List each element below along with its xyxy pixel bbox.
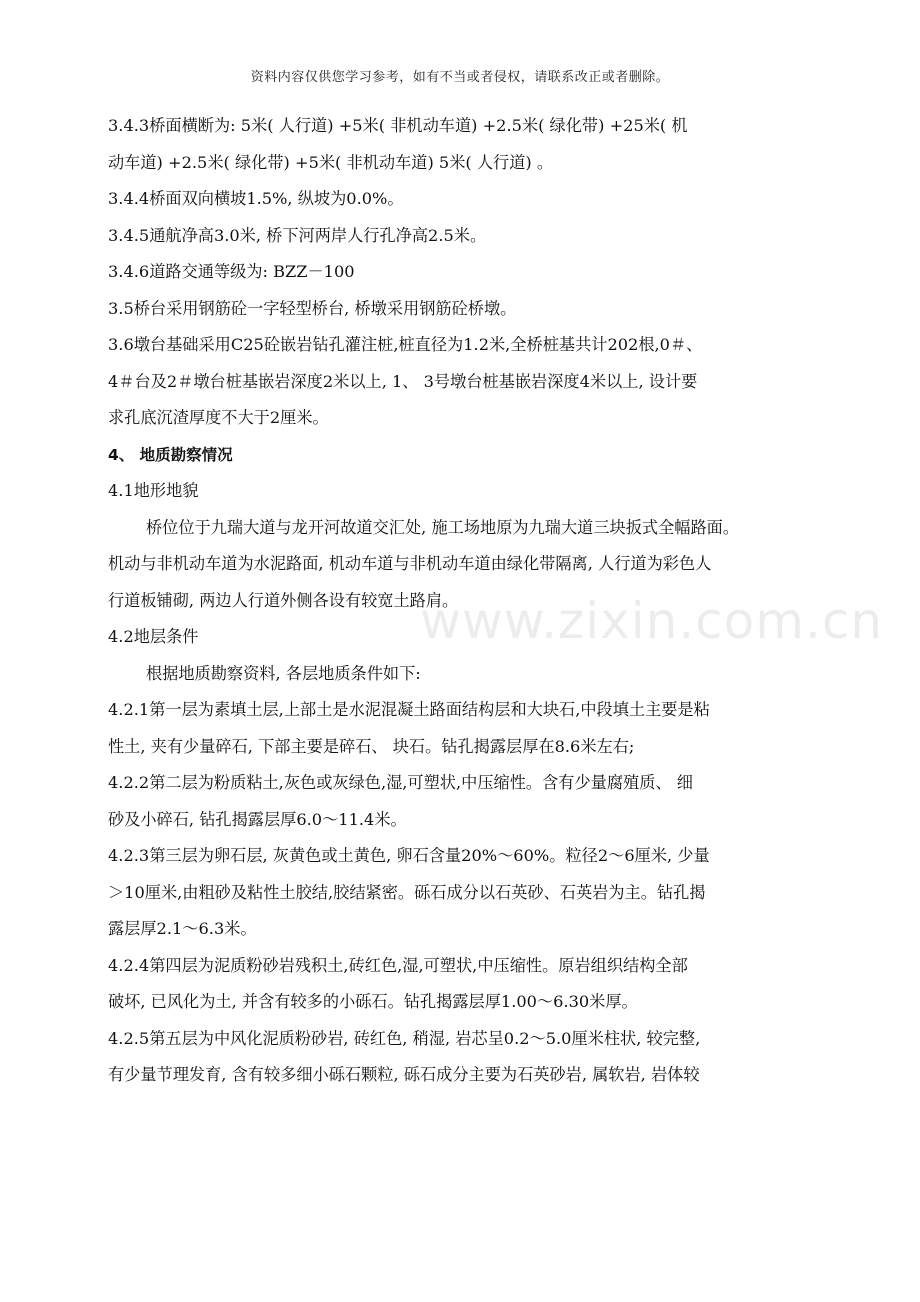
paragraph-line: 4.2.5第五层为中风化泥质粉砂岩, 砖红色, 稍湿, 岩芯呈0.2～5.0厘米柱状, 较完整, bbox=[108, 1028, 701, 1048]
paragraph-line: 3.4.5通航净高3.0米, 桥下河两岸人行孔净高2.5米。 bbox=[108, 225, 487, 245]
document-body bbox=[108, 108, 822, 1094]
paragraph-line: 砂及小碎石, 钻孔揭露层厚6.0～11.4米。 bbox=[108, 809, 407, 829]
paragraph-line: 4.2.3第三层为卵石层, 灰黄色或土黄色, 卵石含量20%～60%。粒径2～6厘米, 少量 bbox=[108, 846, 710, 865]
disclaimer-header: 资料内容仅供您学习参考，如有不当或者侵权，请联系改正或者删除。 bbox=[250, 70, 670, 85]
paragraph-line: 3.4.4桥面双向横坡1.5%, 纵坡为0.0%。 bbox=[108, 189, 404, 208]
paragraph-line: 动车道) +2.5米( 绿化带) +5米( 非机动车道) 5米( 人行道) 。 bbox=[108, 152, 554, 172]
paragraph-line: 性土, 夹有少量碎石, 下部主要是碎石、 块石。钻孔揭露层厚在8.6米左右; bbox=[108, 736, 635, 756]
subsection-heading: 4.2地层条件 bbox=[108, 627, 199, 646]
paragraph-line: 3.6墩台基础采用C25砼嵌岩钻孔灌注桩,桩直径为1.2米,全桥桩基共计202根,0＃、 bbox=[108, 335, 703, 354]
paragraph-line: ＞10厘米,由粗砂及粘性土胶结,胶结紧密。砾石成分以石英砂、石英岩为主。钻孔揭 bbox=[108, 882, 706, 902]
paragraph-line: 4.2.1第一层为素填土层,上部土是水泥混凝土路面结构层和大块石,中段填土主要是粘 bbox=[108, 700, 710, 719]
paragraph-line: 求孔底沉渣厚度不大于2厘米。 bbox=[108, 408, 329, 427]
paragraph-line: 桥位位于九瑞大道与龙开河故道交汇处, 施工场地原为九瑞大道三块扳式全幅路面。 bbox=[146, 517, 740, 537]
paragraph-line: 破坏, 已风化为土, 并含有较多的小砾石。钻孔揭露层厚1.00～6.30米厚。 bbox=[108, 992, 638, 1011]
paragraph-line: 3.4.6道路交通等级为: BZZ－100 bbox=[108, 262, 355, 281]
paragraph-line: 机动与非机动车道为水泥路面, 机动车道与非机动车道由绿化带隔离, 人行道为彩色人 bbox=[108, 554, 712, 573]
section-heading: 4、 地质勘察情况 bbox=[108, 445, 233, 464]
paragraph-line: 4.2.2第二层为粉质粘土,灰色或灰绿色,湿,可塑状,中压缩性。含有少量腐殖质、 细 bbox=[108, 773, 693, 792]
subsection-heading: 4.1地形地貌 bbox=[108, 481, 199, 500]
paragraph-line: 根据地质勘察资料, 各层地质条件如下: bbox=[146, 663, 421, 683]
paragraph-line: 4.2.4第四层为泥质粉砂岩残积土,砖红色,湿,可塑状,中压缩性。原岩组织结构全部 bbox=[108, 955, 688, 975]
paragraph-line: 4＃台及2＃墩台桩基嵌岩深度2米以上, 1、 3号墩台桩基嵌岩深度4米以上, 设计要 bbox=[108, 371, 698, 391]
paragraph-line: 行道板铺砌, 两边人行道外侧各设有较宽土路肩。 bbox=[108, 590, 459, 610]
paragraph-line: 露层厚2.1～6.3米。 bbox=[108, 919, 257, 938]
paragraph-line: 3.5桥台采用钢筋砼一字轻型桥台, 桥墩采用钢筋砼桥墩。 bbox=[108, 298, 517, 318]
watermark: www.zixin.com.cn bbox=[420, 592, 884, 650]
paragraph-line: 有少量节理发育, 含有较多细小砾石颗粒, 砾石成分主要为石英砂岩, 属软岩, 岩体较 bbox=[108, 1065, 700, 1084]
paragraph-line: 3.4.3桥面横断为: 5米( 人行道) +5米( 非机动车道) +2.5米( 绿化带) +25米( 机 bbox=[108, 116, 688, 135]
